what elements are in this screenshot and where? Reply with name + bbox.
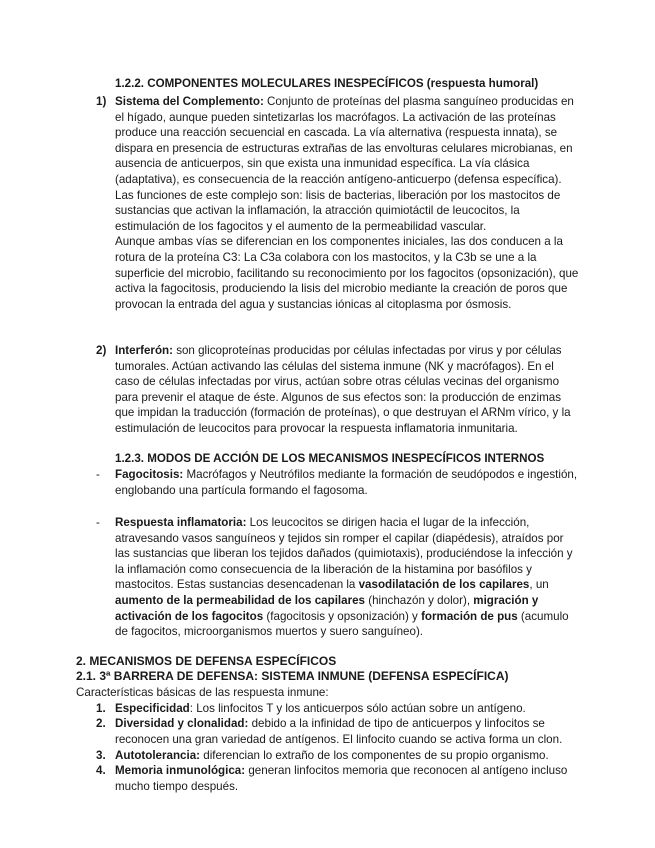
memoria-text: generan linfocitos memoria que reconocen al antígeno incluso mucho tiempo después. (115, 764, 568, 793)
fagocitosis-item (115, 467, 581, 498)
complement-system-item (115, 94, 581, 312)
list-item-memoria (115, 763, 585, 794)
bullet-fagocitosis: - (96, 468, 100, 481)
autotolerancia-term: Autotolerancia: (115, 749, 201, 762)
list-number-4: 4. (96, 764, 106, 777)
complement-text-1: Conjunto de proteínas del plasma sanguíneo producidas en el hígado, aunque pueden sintetizarlas los macrófagos. La activación de las proteínas produce una reacción secuencial en cascada. La vía alternativa (respuesta innata), se dispara en presencia de estructuras extrañas de las envolturas celulares microbianas, en ausencia de anticuerpos, sin que exista una inmunidad específica. La vía clásica (adaptativa), es consecuencia de la reacción antígeno-anticuerpo (defensa específica). (115, 95, 574, 186)
inflammatory-response-item (115, 515, 581, 640)
interferon-item (115, 343, 581, 437)
list-number-2: 2. (96, 717, 106, 730)
list-item-diversidad (115, 716, 585, 747)
list-item-autotolerancia (115, 748, 585, 764)
especificidad-term: Especificidad (115, 702, 190, 715)
diversidad-text: debido a la infinidad de tipo de anticuerpos y linfocitos se reconocen una gran variedad de antígenos. El linfocito cuando se activa forma un clon. (115, 717, 563, 746)
interferon-term: Interferón: (115, 344, 173, 357)
list-number-3: 3. (96, 749, 106, 762)
section-heading-1-2-3: 1.2.3. MODOS DE ACCIÓN DE LOS MECANISMOS INESPECÍFICOS INTERNOS (115, 452, 545, 465)
inflammatory-text-4: (fagocitosis y opsonización) y (263, 609, 422, 623)
inflammatory-bold-4: formación de pus (421, 609, 518, 623)
complement-paragraph-2: Las funciones de este complejo son: lisis de bacterias, liberación por los mastocitos de sustancias que activan la inflamación, la atracción quimiotáctil de leucocitos, la estimulación de los fagocitos y el aumento de la permeabilidad vascular. (115, 188, 561, 233)
inflammatory-text-2: , un (529, 578, 549, 592)
interferon-text: son glicoproteínas producidas por células infectadas por virus y por células tumorales. Actúan activando las células del sistema inmune (NK y macrófagos). En el caso de células infectadas por virus, actúan sobre otras células vecinas del organismo para prevenir el ataque de éste. Algunos de sus efectos son: la producción de enzimas que impidan la traducción (formación de proteínas), o que destruyan el ARNm vírico, y la estimulación de leucocitos para provocar la respuesta inflamatoria inmunitaria. (115, 344, 571, 435)
item-number-1: 1) (96, 95, 107, 108)
diversidad-term: Diversidad y clonalidad: (115, 717, 249, 730)
complement-paragraph-3: Aunque ambas vías se diferencian en los componentes iniciales, las dos conducen a la rotura de la proteína C3: La C3a colabora con los mastocitos, y la C3b se une a la superficie del microbio, facilitando su reconocimiento por los fagocitos (opsonización), que activa la fagocitosis, produciendo la lisis del microbio mediante la creación de poros que provocan la entrada del agua y sustancias iónicas al citoplasma por ósmosis. (115, 235, 579, 311)
autotolerancia-text: diferencian lo extraño de los componentes de su propio organismo. (200, 749, 549, 762)
especificidad-text: : Los linfocitos T y los anticuerpos sólo actúan sobre un antígeno. (189, 702, 526, 715)
inflammatory-text-1: Los leucocitos se dirigen hacia el lugar de la infección, atravesando vasos sanguíneos y tejidos sin romper el capilar (diapédesis), atraídos por las sustancias que liberan los tejidos dañados (quimiotaxis), produciéndose la infección y la inflamación como consecuencia de la liberación de la histamina por basófilos y mastocitos. Estas sustancias desencadenan la (115, 516, 573, 592)
complement-term: Sistema del Complemento: (115, 95, 264, 108)
inflammatory-text-3: (hinchazón y dolor), (365, 593, 474, 607)
list-item-especificidad (115, 701, 585, 717)
complement-paragraph-1 (115, 94, 581, 188)
list-number-1: 1. (96, 702, 106, 715)
item-number-2: 2) (96, 344, 107, 357)
fagocitosis-term: Fagocitosis: (115, 468, 184, 481)
inflammatory-term: Respuesta inflamatoria: (115, 516, 247, 529)
section-heading-2: 2. MECANISMOS DE DEFENSA ESPECÍFICOS (76, 654, 337, 668)
immune-response-intro: Características básicas de las respuesta inmune: (76, 686, 329, 699)
inflammatory-bold-1: vasodilatación de los capilares (358, 578, 530, 592)
inflammatory-bold-3: migración y activación de los fagocitos (115, 593, 539, 623)
memoria-term: Memoria inmunológica: (115, 764, 246, 777)
inflammatory-bold-2: aumento de la permeabilidad de los capilares (115, 593, 365, 607)
inflammatory-text-5: (acumulo de fagocitos, microorganismos muertos y suero sanguíneo). (115, 609, 569, 639)
fagocitosis-text: Macrófagos y Neutrófilos mediante la formación de seudópodos e ingestión, englobando una partícula formando el fagosoma. (115, 468, 578, 497)
section-heading-1-2-2: 1.2.2. COMPONENTES MOLECULARES INESPECÍFICOS (respuesta humoral) (115, 77, 539, 90)
bullet-inflamatoria: - (96, 516, 100, 529)
section-heading-2-1: 2.1. 3ª BARRERA DE DEFENSA: SISTEMA INMUNE (DEFENSA ESPECÍFICA) (76, 669, 509, 683)
